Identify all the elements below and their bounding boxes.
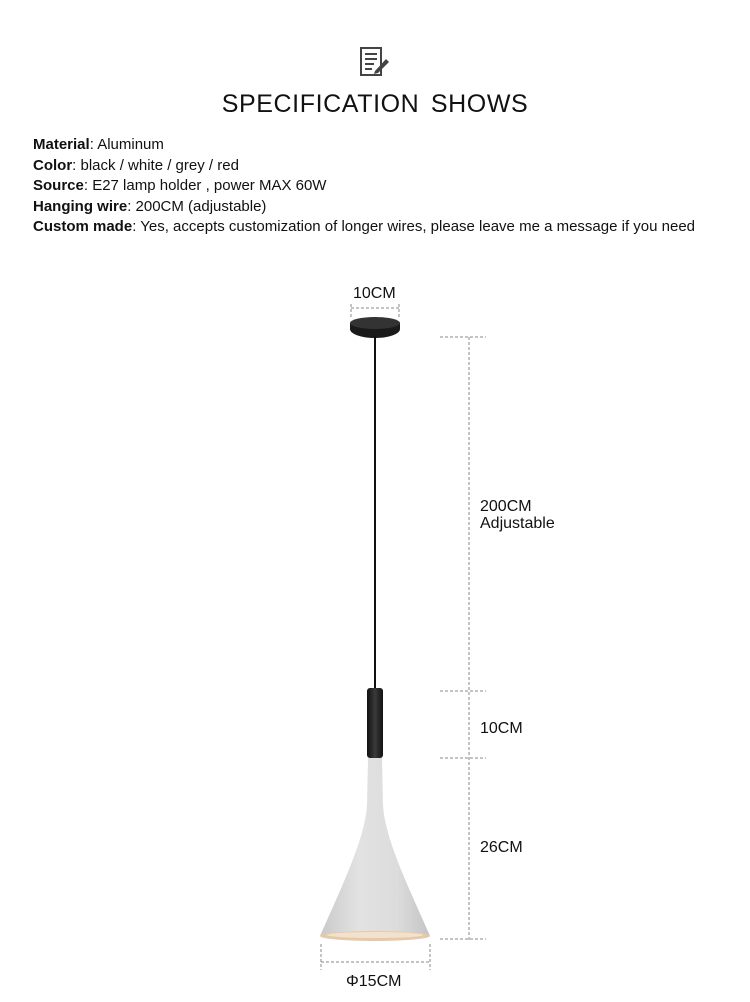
spec-value: : Yes, accepts customization of longer wires, please leave me a message if you need <box>132 218 696 235</box>
shade-height-label: 26CM <box>480 839 523 856</box>
spec-value: : E27 lamp holder , power MAX 60W <box>83 177 327 194</box>
spec-key: Custom made <box>33 218 133 235</box>
spec-value: : 200CM (adjustable) <box>127 197 267 215</box>
lamp-shade <box>320 758 430 936</box>
canopy-width-label: 10CM <box>353 285 396 302</box>
canopy-dimension <box>351 304 399 318</box>
spec-value: : black / white / grey / red <box>72 156 239 174</box>
spec-key: Material <box>33 136 90 153</box>
spec-key: Hanging wire <box>33 197 128 215</box>
wire-adjustable-label: Adjustable <box>480 515 555 532</box>
socket <box>367 688 383 758</box>
shade-diameter-label: Φ15CM <box>346 973 402 990</box>
wire-length-label: 200CM <box>480 498 532 515</box>
diameter-dimension <box>321 944 430 970</box>
spec-key: Color <box>33 156 73 174</box>
page-title: SPECIFICATION SHOWS <box>221 90 529 118</box>
spec-key: Source <box>33 177 84 194</box>
socket-length-label: 10CM <box>480 720 523 737</box>
spec-value: : Aluminum <box>89 136 164 153</box>
